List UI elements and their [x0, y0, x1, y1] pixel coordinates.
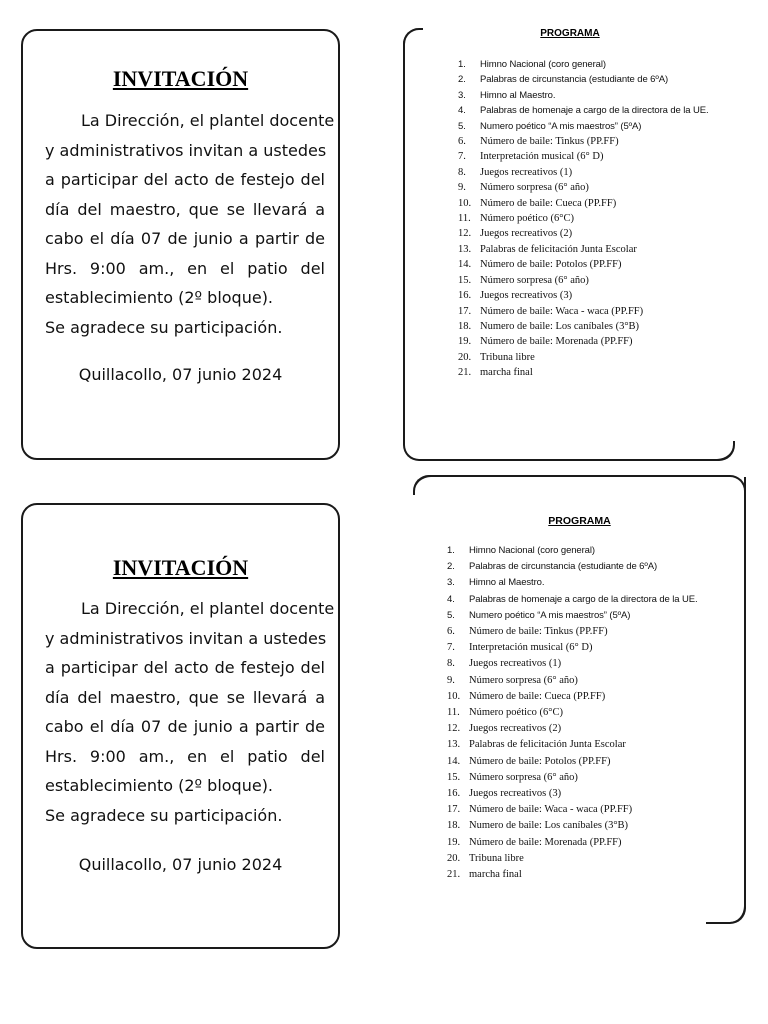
program-item-number: 13.	[447, 739, 461, 751]
program-item	[458, 134, 720, 149]
invitation-body	[45, 594, 335, 830]
program-item-text: Número sorpresa (6° año)	[480, 274, 589, 286]
program-item-text: Himno Nacional (coro general)	[469, 545, 595, 556]
program-item-text: Número de baile: Tinkus (PP.FF)	[469, 626, 608, 638]
program-item-number: 11.	[447, 707, 460, 719]
program-item-text: marcha final	[469, 869, 522, 881]
program-item	[447, 575, 723, 591]
program-item-text: Número poético (6°C)	[469, 707, 564, 719]
program-item	[458, 165, 720, 180]
program-item	[447, 835, 723, 851]
program-item-text: Palabras de felicitación Junta Escolar	[480, 243, 637, 255]
program-item	[447, 737, 723, 753]
program-item-text: Número de baile: Morenada (PP.FF)	[469, 836, 622, 848]
program-item	[458, 304, 720, 319]
program-item	[458, 319, 720, 334]
program-item-number: 5.	[447, 609, 455, 621]
program-item	[447, 851, 723, 867]
program-item-text: Número de baile: Waca - waca (PP.FF)	[469, 804, 633, 816]
invitation-line: día del maestro, que se llevará a	[45, 199, 325, 219]
invitation-line: día del maestro, que se llevará a	[45, 687, 325, 707]
program-item-text: Tribuna libre	[480, 351, 535, 363]
program-item-text: Número de baile: Cueca (PP.FF)	[480, 197, 617, 209]
program-item-text: Juegos recreativos (1)	[469, 658, 562, 670]
program-item-number: 11.	[458, 213, 471, 225]
program-item-text: Número de baile: Potolos (PP.FF)	[469, 755, 611, 767]
program-item-number: 16.	[447, 788, 461, 800]
program-item	[458, 365, 720, 380]
invitation-line: La Dirección, el plantel docente	[81, 599, 335, 618]
program-item	[458, 180, 720, 195]
invitation-card-bottom	[21, 503, 340, 949]
program-item	[447, 867, 723, 883]
program-item	[458, 149, 720, 164]
program-item-number: 15.	[458, 274, 472, 286]
program-item-number: 2.	[447, 561, 455, 573]
program-item-number: 8.	[458, 166, 466, 178]
program-item-number: 4.	[447, 593, 455, 605]
program-item-text: Interpretación musical (6° D)	[469, 642, 593, 654]
program-item-text: Numero poético “A mis maestros” (5ºA)	[469, 609, 631, 621]
program-item-number: 6.	[447, 626, 455, 638]
program-item	[447, 705, 723, 721]
program-item-number: 10.	[447, 690, 461, 702]
program-item-text: Interpretación musical (6° D)	[480, 151, 604, 163]
program-item	[458, 273, 720, 288]
program-item-text: Número de baile: Waca - waca (PP.FF)	[480, 305, 644, 317]
program-item-text: Numero de baile: Los caníbales (3°B)	[480, 320, 640, 332]
program-item-text: Himno al Maestro.	[469, 577, 545, 589]
program-item	[458, 211, 720, 226]
program-item	[447, 624, 723, 640]
program-item	[458, 103, 720, 118]
program-item	[458, 196, 720, 211]
program-item-number: 20.	[458, 351, 472, 363]
program-item-text: Juegos recreativos (3)	[480, 290, 573, 302]
invitation-line: Hrs. 9:00 am., en el patio del	[45, 258, 325, 278]
invitation-title: INVITACIÓN	[112, 555, 249, 580]
program-item-number: 3.	[447, 577, 455, 589]
program-item-text: Numero poético “A mis maestros” (5ºA)	[480, 120, 642, 132]
program-item-text: Número de baile: Cueca (PP.FF)	[469, 690, 606, 702]
invitation-footer: Quillacollo, 07 junio 2024	[78, 855, 283, 874]
program-item-text: Palabras de circunstancia (estudiante de 6ºA)	[469, 561, 658, 573]
program-item-number: 1.	[447, 545, 455, 556]
program-card-top	[403, 28, 733, 461]
program-item-number: 12.	[458, 228, 472, 240]
program-item	[447, 673, 723, 689]
program-item-number: 17.	[458, 305, 472, 317]
program-item-text: Tribuna libre	[469, 852, 524, 864]
program-item	[458, 119, 720, 134]
program-item-number: 6.	[458, 136, 466, 148]
program-item-text: Palabras de homenaje a cargo de la directora de la UE.	[469, 593, 698, 605]
program-item-number: 1.	[458, 59, 466, 70]
invitation-line: La Dirección, el plantel docente	[81, 111, 335, 130]
program-item	[447, 656, 723, 672]
program-card-bottom	[415, 475, 746, 922]
program-item-number: 4.	[458, 105, 466, 117]
program-item-number: 7.	[447, 642, 455, 654]
invitation-line: cabo el día 07 de junio a partir de	[45, 229, 325, 248]
program-item-number: 9.	[447, 674, 455, 686]
invitation-footer: Quillacollo, 07 junio 2024	[78, 365, 283, 384]
card-corner	[715, 441, 735, 461]
program-item	[447, 559, 723, 575]
program-item	[458, 288, 720, 303]
program-item-text: marcha final	[480, 367, 533, 379]
program-item-number: 5.	[458, 120, 466, 132]
program-item-text: Palabras de homenaje a cargo de la directora de la UE.	[480, 105, 709, 117]
program-item-number: 10.	[458, 197, 472, 209]
program-item-number: 17.	[447, 804, 461, 816]
program-item	[458, 57, 720, 72]
program-item-text: Juegos recreativos (3)	[469, 788, 562, 800]
invitation-line: establecimiento (2º bloque).	[45, 288, 274, 307]
program-item-number: 13.	[458, 243, 472, 255]
program-item-text: Juegos recreativos (2)	[480, 228, 573, 240]
program-item-text: Juegos recreativos (1)	[480, 166, 573, 178]
program-item-text: Número sorpresa (6° año)	[469, 771, 578, 783]
program-item-number: 9.	[458, 182, 466, 194]
program-item-number: 21.	[458, 367, 472, 379]
program-item	[458, 88, 720, 103]
invitation-line: y administrativos invitan a ustedes	[45, 140, 327, 160]
program-item	[447, 721, 723, 737]
invitation-line: Hrs. 9:00 am., en el patio del	[45, 746, 325, 766]
invitation-line: a participar del acto de festejo del	[45, 170, 325, 189]
program-item-text: Himno Nacional (coro general)	[480, 59, 606, 70]
program-item	[447, 770, 723, 786]
invitation-line: Se agradece su participación.	[45, 805, 283, 825]
program-item	[447, 802, 723, 818]
program-item-text: Número poético (6°C)	[480, 213, 575, 225]
invitation-title: INVITACIÓN	[112, 66, 249, 91]
program-item-text: Juegos recreativos (2)	[469, 723, 562, 735]
card-corner	[413, 475, 433, 495]
program-item-number: 19.	[458, 336, 472, 348]
invitation-body	[45, 106, 335, 342]
program-item	[458, 242, 720, 257]
program-item-number: 19.	[447, 836, 461, 848]
program-item	[458, 226, 720, 241]
program-item	[447, 786, 723, 802]
invitation-line: establecimiento (2º bloque).	[45, 776, 274, 795]
program-list	[458, 57, 720, 381]
program-item	[447, 640, 723, 656]
program-item-number: 2.	[458, 74, 466, 86]
program-title: PROGRAMA	[548, 515, 611, 527]
program-item-number: 7.	[458, 151, 466, 163]
program-item-number: 20.	[447, 852, 461, 864]
program-list	[447, 543, 723, 883]
program-item	[458, 72, 720, 87]
program-item-text: Palabras de circunstancia (estudiante de 6ºA)	[480, 74, 669, 86]
invitation-card-top	[21, 29, 340, 460]
program-item-number: 12.	[447, 723, 461, 735]
program-item-number: 14.	[458, 259, 472, 271]
program-item-text: Número sorpresa (6° año)	[480, 182, 589, 194]
program-item-text: Número de baile: Potolos (PP.FF)	[480, 259, 622, 271]
invitation-line: Se agradece su participación.	[45, 317, 283, 337]
program-item-number: 8.	[447, 658, 455, 670]
program-item-text: Número sorpresa (6° año)	[469, 674, 578, 686]
program-title: PROGRAMA	[540, 28, 600, 39]
program-item	[458, 334, 720, 349]
invitation-line: cabo el día 07 de junio a partir de	[45, 717, 325, 736]
program-item	[447, 608, 723, 624]
program-item	[447, 592, 723, 608]
invitation-line: y administrativos invitan a ustedes	[45, 628, 327, 648]
program-item-text: Himno al Maestro.	[480, 89, 556, 101]
program-item-text: Número de baile: Morenada (PP.FF)	[480, 336, 633, 348]
program-item-text: Palabras de felicitación Junta Escolar	[469, 739, 626, 751]
program-item-number: 14.	[447, 755, 461, 767]
program-item-number: 18.	[447, 820, 461, 832]
program-item-number: 18.	[458, 320, 472, 332]
program-item-text: Número de baile: Tinkus (PP.FF)	[480, 136, 619, 148]
invitation-line: a participar del acto de festejo del	[45, 658, 325, 677]
program-item-number: 3.	[458, 89, 466, 101]
program-item-text: Numero de baile: Los caníbales (3°B)	[469, 820, 629, 832]
program-item	[447, 818, 723, 834]
program-item-number: 21.	[447, 869, 461, 881]
program-item-number: 15.	[447, 771, 461, 783]
program-item	[458, 350, 720, 365]
program-item	[447, 754, 723, 770]
program-item	[447, 689, 723, 705]
program-item	[447, 543, 723, 559]
program-item	[458, 257, 720, 272]
program-item-number: 16.	[458, 290, 472, 302]
